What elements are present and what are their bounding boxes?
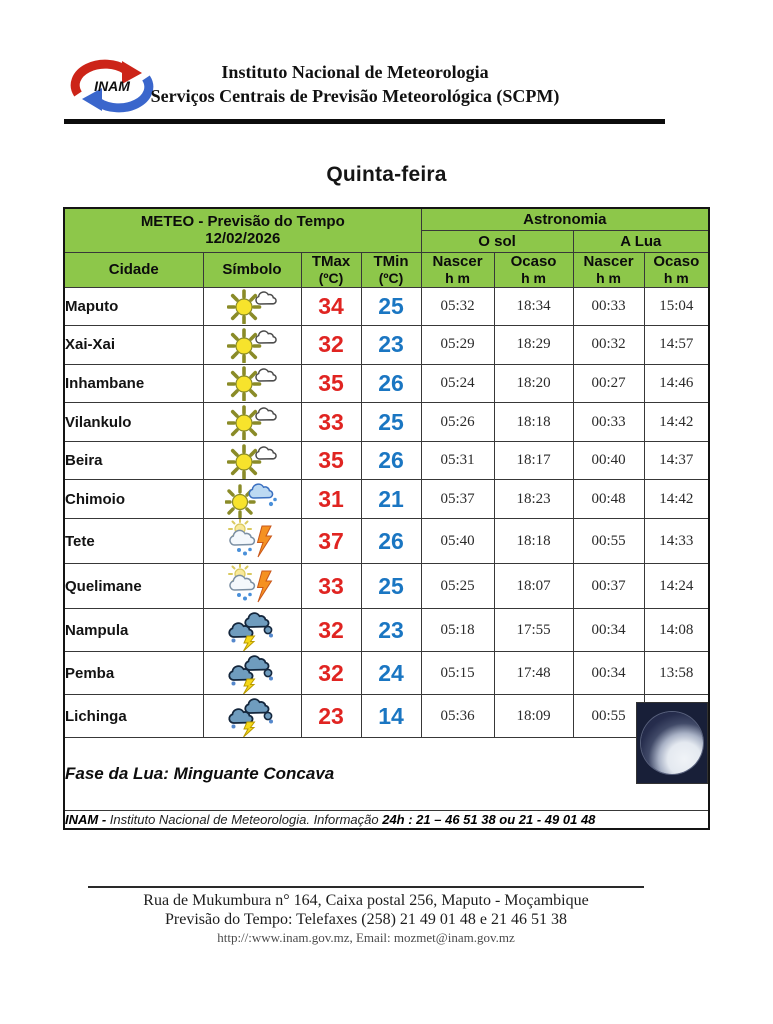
moon-rise-cell: 00:33 bbox=[573, 287, 644, 326]
moon-rise-cell: 00:55 bbox=[573, 519, 644, 564]
tmax-cell: 33 bbox=[301, 403, 361, 442]
symbol-cell bbox=[203, 652, 301, 695]
table-row bbox=[64, 564, 709, 609]
sun-rise-cell: 05:37 bbox=[421, 480, 494, 519]
tmin-cell: 21 bbox=[361, 480, 421, 519]
tmax-cell: 37 bbox=[301, 519, 361, 564]
city-cell: Nampula bbox=[64, 609, 203, 652]
sun-set-cell: 18:23 bbox=[494, 480, 573, 519]
sun-cloud-icon bbox=[227, 336, 277, 353]
tmax-cell: 33 bbox=[301, 564, 361, 609]
table-row bbox=[64, 287, 709, 326]
sun-set-cell: 17:48 bbox=[494, 652, 573, 695]
table-row bbox=[64, 364, 709, 403]
symbol-cell bbox=[203, 441, 301, 480]
tmax-cell: 23 bbox=[301, 695, 361, 738]
tmax-unit: (ºC) bbox=[318, 269, 344, 286]
info-line bbox=[64, 811, 709, 829]
symbol-cell bbox=[203, 403, 301, 442]
table-row bbox=[64, 695, 709, 738]
city-cell: Maputo bbox=[64, 287, 203, 326]
table-row bbox=[64, 480, 709, 519]
info-prefix: INAM - bbox=[65, 812, 107, 828]
waning-crescent-moon-icon bbox=[641, 712, 703, 774]
forecast-table bbox=[63, 207, 710, 830]
footer bbox=[60, 891, 672, 946]
symbol-cell bbox=[203, 519, 301, 564]
tmin-cell: 25 bbox=[361, 287, 421, 326]
symbol-cell bbox=[203, 364, 301, 403]
col-header-sun-nascer: Nascer h m bbox=[421, 252, 494, 287]
sun-rise-cell: 05:32 bbox=[421, 287, 494, 326]
tmax-cell: 32 bbox=[301, 609, 361, 652]
sun-rise-cell: 05:26 bbox=[421, 403, 494, 442]
city-cell: Quelimane bbox=[64, 564, 203, 609]
sun-header-cell: O sol bbox=[421, 230, 573, 252]
moon-rise-cell: 00:33 bbox=[573, 403, 644, 442]
sun-rise-cell: 05:15 bbox=[421, 652, 494, 695]
symbol-cell bbox=[203, 695, 301, 738]
sun-rise-cell: 05:36 bbox=[421, 695, 494, 738]
col-header-cidade: Cidade bbox=[64, 252, 203, 287]
sun-rise-cell: 05:31 bbox=[421, 441, 494, 480]
sun-storm-icon bbox=[226, 578, 278, 595]
sun-rise-cell: 05:18 bbox=[421, 609, 494, 652]
moon-set-cell: 14:24 bbox=[644, 564, 709, 609]
symbol-cell bbox=[203, 326, 301, 365]
col-header-moon-nascer: Nascer h m bbox=[573, 252, 644, 287]
table-row bbox=[64, 326, 709, 365]
tmin-cell: 25 bbox=[361, 403, 421, 442]
tmin-unit: (ºC) bbox=[378, 269, 404, 286]
sun-cloud-icon bbox=[227, 413, 277, 430]
tmax-cell: 34 bbox=[301, 287, 361, 326]
moon-rise-cell: 00:55 bbox=[573, 695, 644, 738]
moon-rise-cell: 00:32 bbox=[573, 326, 644, 365]
meteo-header-label: METEO - Previsão do Tempo bbox=[140, 213, 345, 231]
footer-web: http://:www.inam.gov.mz, Email: mozmet@inam.gov.mz bbox=[217, 930, 515, 945]
moon-set-cell: 14:37 bbox=[644, 441, 709, 480]
tmin-cell: 23 bbox=[361, 609, 421, 652]
table-row bbox=[64, 441, 709, 480]
org-title-line2: Serviços Centrais de Previsão Meteorológica (SCPM) bbox=[150, 86, 560, 106]
footer-address: Rua de Mukumbura n° 164, Caixa postal 256, Maputo - Moçambique bbox=[143, 892, 589, 909]
moon-set-cell: 14:42 bbox=[644, 480, 709, 519]
info-middle: Instituto Nacional de Meteorologia. Informação bbox=[106, 812, 383, 828]
col-header-tmax: TMax (ºC) bbox=[301, 252, 361, 287]
sun-rise-cell: 05:25 bbox=[421, 564, 494, 609]
header-rule bbox=[64, 119, 665, 124]
tmin-cell: 14 bbox=[361, 695, 421, 738]
moon-set-cell: 14:57 bbox=[644, 326, 709, 365]
meteo-header-cell bbox=[64, 208, 421, 252]
city-cell: Vilankulo bbox=[64, 403, 203, 442]
city-cell: Inhambane bbox=[64, 364, 203, 403]
symbol-cell bbox=[203, 480, 301, 519]
sun-set-cell: 18:34 bbox=[494, 287, 573, 326]
sun-set-cell: 17:55 bbox=[494, 609, 573, 652]
sun-set-cell: 18:07 bbox=[494, 564, 573, 609]
footer-phone: Previsão do Tempo: Telefaxes (258) 21 49 01 48 e 21 46 51 38 bbox=[165, 911, 567, 928]
moon-phase-cell bbox=[64, 738, 709, 811]
sun-set-cell: 18:18 bbox=[494, 519, 573, 564]
day-title: Quinta-feira bbox=[326, 163, 447, 186]
org-title-line1: Instituto Nacional de Meteorologia bbox=[221, 62, 489, 82]
tmin-cell: 26 bbox=[361, 364, 421, 403]
table-row bbox=[64, 403, 709, 442]
moon-rise-cell: 00:34 bbox=[573, 609, 644, 652]
tmin-cell: 23 bbox=[361, 326, 421, 365]
tmax-cell: 31 bbox=[301, 480, 361, 519]
info-phones: 24h : 21 – 46 51 38 ou 21 - 49 01 48 bbox=[382, 812, 596, 828]
moon-set-cell: 13:58 bbox=[644, 652, 709, 695]
moon-rise-cell: 00:34 bbox=[573, 652, 644, 695]
storm-icon bbox=[227, 708, 277, 725]
sun-cloud-icon bbox=[227, 452, 277, 469]
city-cell: Chimoio bbox=[64, 480, 203, 519]
tmin-cell: 25 bbox=[361, 564, 421, 609]
astronomia-header-cell: Astronomia bbox=[421, 208, 709, 230]
moon-rise-cell: 00:37 bbox=[573, 564, 644, 609]
tmin-cell: 26 bbox=[361, 519, 421, 564]
sun-set-cell: 18:18 bbox=[494, 403, 573, 442]
sun-rise-cell: 05:29 bbox=[421, 326, 494, 365]
svg-text:INAM: INAM bbox=[94, 78, 130, 94]
city-cell: Xai-Xai bbox=[64, 326, 203, 365]
sun-set-cell: 18:20 bbox=[494, 364, 573, 403]
sun-storm-icon bbox=[226, 533, 278, 550]
moon-set-cell: 14:46 bbox=[644, 364, 709, 403]
moon-set-cell: 15:04 bbox=[644, 287, 709, 326]
sun-set-cell: 18:09 bbox=[494, 695, 573, 738]
sun-cloud-icon bbox=[227, 298, 277, 315]
moon-photo bbox=[636, 702, 708, 784]
city-cell: Tete bbox=[64, 519, 203, 564]
storm-icon bbox=[227, 622, 277, 639]
moon-rise-cell: 00:48 bbox=[573, 480, 644, 519]
table-row bbox=[64, 609, 709, 652]
city-cell: Lichinga bbox=[64, 695, 203, 738]
moon-set-cell: 14:42 bbox=[644, 403, 709, 442]
col-header-moon-ocaso: Ocaso h m bbox=[644, 252, 709, 287]
col-header-simbolo: Símbolo bbox=[203, 252, 301, 287]
sun-set-cell: 18:17 bbox=[494, 441, 573, 480]
sun-cloud-icon bbox=[227, 375, 277, 392]
forecast-date: 12/02/2026 bbox=[205, 230, 281, 248]
table-row bbox=[64, 519, 709, 564]
sun-set-cell: 18:29 bbox=[494, 326, 573, 365]
moon-phase-value: Minguante Concava bbox=[173, 764, 335, 784]
moon-phase-label: Fase da Lua: bbox=[65, 764, 169, 784]
moon-rise-cell: 00:40 bbox=[573, 441, 644, 480]
sun-rise-cell: 05:24 bbox=[421, 364, 494, 403]
table-row bbox=[64, 652, 709, 695]
storm-icon bbox=[227, 665, 277, 682]
col-header-tmin: TMin (ºC) bbox=[361, 252, 421, 287]
moon-set-cell: 14:33 bbox=[644, 519, 709, 564]
sun-rain-cloud-icon bbox=[225, 491, 279, 508]
city-cell: Pemba bbox=[64, 652, 203, 695]
tmax-cell: 35 bbox=[301, 364, 361, 403]
tmax-cell: 32 bbox=[301, 326, 361, 365]
tmin-cell: 26 bbox=[361, 441, 421, 480]
footer-rule bbox=[88, 886, 644, 888]
moon-rise-cell: 00:27 bbox=[573, 364, 644, 403]
moon-set-cell: 14:08 bbox=[644, 609, 709, 652]
tmax-cell: 35 bbox=[301, 441, 361, 480]
org-title bbox=[140, 60, 570, 108]
tmax-cell: 32 bbox=[301, 652, 361, 695]
sun-rise-cell: 05:40 bbox=[421, 519, 494, 564]
symbol-cell bbox=[203, 564, 301, 609]
symbol-cell bbox=[203, 609, 301, 652]
moon-header-cell: A Lua bbox=[573, 230, 709, 252]
city-cell: Beira bbox=[64, 441, 203, 480]
symbol-cell bbox=[203, 287, 301, 326]
col-header-sun-ocaso: Ocaso h m bbox=[494, 252, 573, 287]
tmin-cell: 24 bbox=[361, 652, 421, 695]
